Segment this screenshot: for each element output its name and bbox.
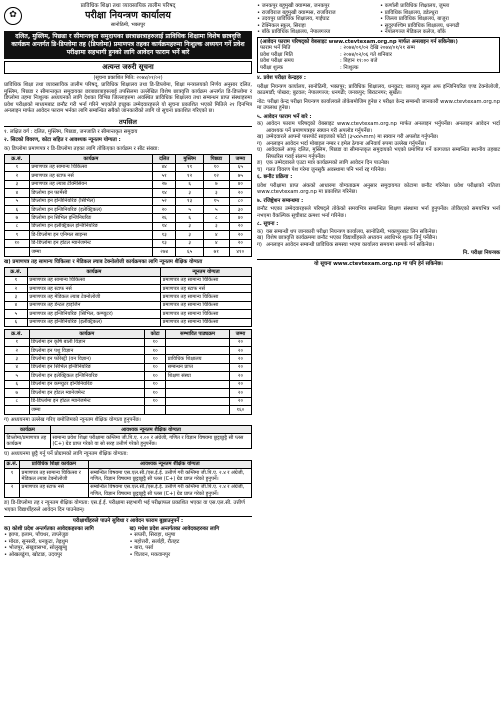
table-cell: शिक्षण संस्था — [166, 372, 230, 380]
table-cell: ७१ — [203, 248, 229, 256]
column-header: जम्मा — [229, 155, 251, 163]
item-text: अनलाइन आवेदन सम्बन्धी प्राविधिक समस्या भएमा कार्यालय समयमा सम्पर्क गर्न सकिनेछ। — [266, 241, 435, 248]
table-cell: जम्मा — [29, 248, 152, 256]
table-cell: ७ — [5, 214, 30, 222]
instructions-heading: ५. आवेदन फाराम भर्ने बारे : — [257, 113, 312, 120]
table-row — [5, 214, 252, 222]
table-cell: डि-डिप्लोमा इन एनिमल साइन्स — [29, 231, 152, 239]
seat-table — [4, 154, 252, 256]
list-item: • भोजपुर, संखुवासभा, सोलुखुम्बु — [4, 545, 67, 552]
table-cell: डिप्लोमा/प्रमाणपत्र तह कार्यक्रम — [5, 434, 51, 449]
table-cell — [166, 380, 230, 388]
table-cell: ३ — [5, 355, 30, 363]
other-list — [257, 229, 500, 249]
table-cell: डिप्लोमा इन इन्जिनियरिङ (इलेक्ट्रिकल) — [29, 205, 152, 213]
table-cell: डिप्लोमा इन पशु विज्ञान — [29, 347, 144, 355]
item-number: क) — [257, 228, 264, 235]
column-header: क्र.सं. — [6, 461, 18, 468]
table-cell: ३ — [203, 189, 229, 197]
table-cell: प्रमाणपत्र तह सामान्य चिकित्सा — [29, 163, 152, 171]
list-item: • महोत्तरी, सर्लाही, रौतहट — [129, 538, 180, 545]
column-header: कार्यक्रम — [27, 268, 160, 276]
table-cell: सम्बन्धित विषयमा एस.एल.सी./एस.ई.ई. उत्तीर्ण गरी कम्तिमा जी.पि.ए. २.४ र अंग्रेजी, गणित, विज्ञान विषयमा छुट्टाछुट्टै सी प्लस (C+) ग्रेड प्राप्त गरेको हुनुपर्ने। — [88, 483, 251, 498]
table-row — [5, 231, 252, 239]
signature: नि. परीक्षा नियन्त्रक — [462, 250, 500, 256]
table-row — [5, 397, 252, 405]
table-cell: ४० — [229, 180, 251, 188]
ctevt-emblem-icon: ✿ — [4, 7, 22, 25]
column-header: क्र.सं. — [5, 330, 30, 338]
column-header: कार्यक्रम — [29, 155, 152, 163]
table-cell: डिप्लोमा इन होटल म्यानेजमेन्ट — [29, 389, 144, 397]
item-number: घ) — [257, 147, 263, 153]
table-row — [5, 372, 252, 380]
table-cell: प्रमाणपत्र तह सामान्य चिकित्सा — [161, 310, 252, 318]
list-item: • झापा, इलाम, पाँचथर, ताप्लेजुङ — [4, 532, 69, 539]
table-cell: डिप्लोमा इन सिभिल इन्जिनियरिङ — [29, 363, 144, 371]
office-title: परीक्षा नियन्त्रण कार्यालय — [85, 9, 171, 21]
table-row — [5, 338, 252, 346]
table-cell: ५२ — [152, 197, 175, 205]
table-cell: ६५ — [229, 163, 251, 171]
table-cell: डिप्लोमा इन फोरेस्ट्री (वन विज्ञान) — [29, 355, 144, 363]
item-text: आवेदन फाराम परिषद्‌को वेबसाइट www.ctevtexam.org.np मार्फत अनलाइन भर्नुपर्नेछ। अनलाइन आवेदन भर्दा आवश्यक पर्ने प्रमाणपत्रहरु स्क्यान गरी अपलोड गर्नुपर्नेछ। — [266, 121, 500, 134]
table-cell: ११ — [176, 163, 203, 171]
table-row — [5, 380, 252, 388]
table-cell: २ — [5, 347, 30, 355]
table-cell: डिप्लोमा इन इलेक्ट्रिकल इन्जिनियरिङ — [29, 222, 152, 230]
table-cell: २० — [229, 189, 251, 197]
table-cell: ७ — [5, 389, 30, 397]
exam-centres-title: ४. प्रवेश परीक्षा केन्द्रहरु : — [257, 75, 307, 81]
list-item: • प्राविधिक शिक्षालय, डडेल्धुरा — [380, 9, 438, 16]
table-row — [5, 239, 252, 247]
table-cell: २ — [5, 483, 20, 498]
table-cell: १० — [145, 372, 166, 380]
table-cell: प्रमाणपत्र तह सामान्य चिकित्सा — [161, 276, 252, 284]
table-cell: डिप्लोमा इन इन्जिनियरिङ (सिभिल) — [29, 197, 152, 205]
table-cell: ६ — [5, 205, 30, 213]
online-row-value: : बिहान ११:०० बजे — [340, 58, 378, 64]
column-header: क्र.सं. — [5, 155, 30, 163]
table-cell: ५ — [203, 205, 229, 213]
item-number: ङ) — [257, 160, 263, 166]
office-location: सानोठिमी, भक्तपुर — [110, 21, 146, 28]
table-cell: २० — [229, 347, 251, 355]
list-item: • कर्णाली प्राविधिक शिक्षालय, जुम्ला — [380, 3, 450, 9]
table-row — [5, 406, 252, 414]
online-heading: (आवेदन फाराम परिषद्‌को वेबसाइट www.ctevtexam.org.np मार्फत अनलाइन गर्न सकिनेछ।) — [260, 38, 458, 45]
table-cell: २० — [229, 389, 251, 397]
table-cell: डि-डिप्लोमा इन होटल म्यानेजमेन्ट — [29, 239, 152, 247]
table-cell: डिप्लोमा इन फार्मेसी — [29, 189, 152, 197]
table-cell: २ — [5, 172, 30, 180]
table-header-row — [5, 426, 252, 434]
list-item: • नेपालगञ्ज मेडिकल कलेज, बाँके — [380, 29, 446, 35]
table-cell — [166, 347, 230, 355]
table-cell — [145, 406, 166, 414]
table-row — [5, 363, 252, 371]
table-cell: सम्बन्धित विषयमा एस.एल.सी./एस.ई.ई. उत्तीर्ण गरी कम्तिमा जी.पि.ए. २.४ र अंग्रेजी, गणित, विज्ञान विषयमा छुट्टाछुट्टै सी प्लस (C+) ग्रेड प्राप्त गरेको हुनुपर्ने। — [88, 469, 251, 484]
table-cell: ३ — [176, 239, 203, 247]
table-cell: २ — [5, 284, 28, 292]
item-number: ग) — [257, 241, 262, 248]
table-cell: ४ — [5, 301, 28, 309]
column-header: आवश्यक न्यूनतम शैक्षिक योग्यता — [50, 426, 251, 434]
table-cell: ३० — [229, 205, 251, 213]
exam-centres-note: नोट: परीक्षा केन्द्र परीक्षा नियन्त्रण कार्यालयले तोकेबमोजिम हुनेछ र परीक्षा केन्द्र सम्बन्धी जानकारी www.ctevtexam.org.np मा उपलब्ध हुनेछ। — [257, 98, 500, 111]
table-cell: ५ — [5, 197, 30, 205]
item-number: च) — [257, 166, 263, 173]
item-number: ख) — [257, 235, 264, 241]
table-cell: प्रमाणपत्र तह स्टाफ नर्स — [20, 483, 89, 498]
table-cell: प्रमाणपत्र तह सामान्य चिकित्सा — [161, 293, 252, 301]
registration-text: छनौट भएका उम्मेदवारहरुले परिषद्‌ले तोकेको समयभित्र सम्बन्धित शिक्षण संस्थामा भर्ना हुनुपर्नेछ। तोकिएको समयभित्र भर्ना नभएमा वैकल्पिक सूचीबाट क्रमशः भर्ना गरिनेछ। — [257, 206, 500, 219]
seat-subhead: क) डिप्लोमा प्रमाणपत्र र डि-डिप्लोमा तहका लागि तोकिएका कार्यक्रम र सीट संख्या: — [4, 145, 160, 152]
table-row — [5, 434, 252, 449]
min-qualification-table — [4, 425, 252, 449]
table-row — [5, 189, 252, 197]
list-item: • बाँके प्राविधिक शिक्षालय, नेपालगञ्ज — [257, 29, 331, 35]
column-header: मुस्लिम — [176, 155, 203, 163]
table-cell: डिप्लोमा इन कृषि बाली विज्ञान — [29, 338, 144, 346]
table-cell: ४ — [5, 363, 30, 371]
table-cell: १० — [145, 338, 166, 346]
online-application-box — [257, 37, 500, 74]
table-cell: २७ — [152, 180, 175, 188]
table-row — [5, 318, 252, 326]
table-cell — [166, 338, 230, 346]
list-item: • मोरङ, सुनसरी, धनकुटा, तेह्रथुम — [4, 538, 68, 545]
table-cell: २० — [152, 205, 175, 213]
list-item: • चितवन, मकवानपुर — [129, 551, 171, 558]
list-item: • जनकपुर बहुमुखी क्याम्पस, जनकपुर — [257, 3, 330, 9]
table-cell: ४ — [203, 231, 229, 239]
item-text: विशेष छात्रवृत्ति कार्यक्रममा छनौट भएका विद्यार्थीहरुले अध्ययन अवधिभर शुल्क तिर्नु पर्नेछैन। — [266, 235, 438, 241]
table-cell: २० — [229, 372, 251, 380]
item-number: ग) — [257, 140, 262, 147]
column-header: प्राविधिक शिक्षा कार्यक्रम — [20, 460, 89, 468]
headline-banner: दलित, मुस्लिम, पिछडा र सीमान्तकृत समुदायका छात्राछात्राहरुलाई प्राविधिक शिक्षामा विशेष छात्रवृत्ति कार्यक्रम अन्तर्गत डि-डिप्लोमा तह (डिप्लोमा) प्रमाणपत्र तहका कार्यक्रमहरुमा निःशुल्क अध्ययन गर्ने प्रवेश परीक्षामा सहभागी हुनको लागि आवेदन फाराम भर्ने बारे — [4, 31, 252, 59]
district-list-2 — [130, 532, 253, 558]
table-cell: ५ — [5, 372, 30, 380]
other-heading: ८. सूचना : — [257, 221, 279, 227]
table-cell: २० — [229, 231, 251, 239]
table-cell: ८ — [203, 214, 229, 222]
item-text: एक उम्मेदवारले एउटा मात्र कार्यक्रमको लागि आवेदन दिन पाउनेछ। — [266, 160, 390, 166]
table-cell: प्रमाणपत्र तह सामान्य चिकित्सा र मेडिकल ल्याब टेक्नोलोजी — [20, 469, 89, 484]
table-cell: १२ — [176, 172, 203, 180]
item-number: क) — [257, 121, 264, 127]
table-cell: सामान्य प्रवेश शिक्षा परीक्षामा कम्तिमा जी.पि.ए. २.०० र अंग्रेजी, गणित र विज्ञान विषयमा छुट्टाछुट्टै सी प्लस (C+) ग्रेड प्राप्त गरेको वा सो सरह उत्तीर्ण गरेको हुनुपर्नेछ। — [50, 434, 251, 449]
table-cell: १३ — [176, 197, 203, 205]
district-lists — [4, 525, 252, 559]
table-cell: प्रमाणपत्र तह सामान्य चिकित्सा — [161, 318, 252, 326]
item-text: गलत विवरण पेश गरेमा जुनसुकै अवस्थामा पनि भर्ना रद्द गरिनेछ। — [266, 166, 386, 173]
table-cell: १५ — [203, 197, 229, 205]
masthead — [4, 3, 252, 29]
table-cell — [166, 397, 230, 405]
table-cell: ६ — [5, 318, 28, 326]
table-cell: २६ — [152, 214, 175, 222]
table-cell: डि-डिप्लोमा इन होटल म्यानेजमेन्ट — [29, 397, 144, 405]
table-cell: जम्मा — [29, 406, 144, 414]
table-cell: १ — [5, 338, 30, 346]
list-item: • सप्तरी, सिराहा, धनुषा — [129, 532, 176, 539]
tapasil-heading: तपसिल — [4, 118, 252, 127]
table-cell: ३ — [203, 222, 229, 230]
table-cell: प्रमाणपत्र तह इन्जिनियरिङ (इलेक्ट्रिकल) — [27, 318, 160, 326]
table-cell: १० — [145, 389, 166, 397]
qualification-subhead: ख) प्रमाणपत्र तह सामान्य चिकित्सा र मेडिकल ल्याब टेक्नोलोजी कार्यक्रमका लागि न्यूनतम शैक्षिक योग्यता — [4, 258, 203, 265]
table-cell: प्रमाणपत्र तह सामान्य चिकित्सा — [161, 301, 252, 309]
notice-date: (सूचना प्रकाशित मिति: २०७४/०१/०२) — [93, 74, 163, 81]
table-cell: १० — [145, 397, 166, 405]
online-row-label: परीक्षा शुल्क — [260, 64, 283, 71]
table-cell: २० — [229, 397, 251, 405]
table-cell: १३ — [152, 231, 175, 239]
institution-list-left — [257, 3, 377, 36]
table-cell: १० — [145, 380, 166, 388]
table-cell — [166, 389, 230, 397]
table-cell: ४४ — [152, 163, 175, 171]
health-qualification-note: घ) अध्ययनमा छुट्टै गर्नु पर्ने प्रोग्रामको लागि न्यूनतम शैक्षिक योग्यता: — [4, 451, 129, 458]
column-header: जम्मा — [229, 330, 251, 338]
table-cell: ८ — [5, 397, 30, 405]
table-row — [5, 197, 252, 205]
left-column — [4, 3, 252, 717]
table-cell: प्रमाणपत्र तह मेडिकल ल्याब टेक्नोलोजी — [27, 293, 160, 301]
online-row-label: प्रवेश परीक्षा समय — [260, 58, 294, 64]
list-item: • बारा, पर्सा — [129, 545, 154, 552]
table-cell — [5, 248, 30, 256]
table-cell: १० — [145, 355, 166, 363]
table-cell: ८० — [229, 197, 251, 205]
table-row — [5, 163, 252, 171]
ddiploma-note: ङ) डि-डिप्लोमा तह र न्यूनतम शैक्षिक योग्यता: एस.ई.ई. परीक्षामा सहभागी भई परीक्षाफल प्रकाशित भएका वा एस.एल.सी. उत्तीर्ण भएका विद्यार्थीहरुले आवेदन दिन पाउनेछन्। — [4, 500, 245, 513]
column-header: दलित — [152, 155, 175, 163]
table-cell — [5, 406, 30, 414]
item-text: अनलाइन आवेदन भर्दा मोबाइल नम्बर र इमेल ठेगाना अनिवार्य रुपमा उल्लेख गर्नुपर्नेछ। — [266, 140, 427, 147]
online-row-label: फाराम भर्ने मिति — [260, 45, 291, 51]
table-cell: ४ — [203, 239, 229, 247]
table-cell — [166, 406, 230, 414]
district-list-1-title: क) कोशी प्रदेश अन्तर्गतका आवेदकहरुका लागि — [4, 525, 94, 532]
table-cell: ७५ — [229, 172, 251, 180]
health-qualification-table — [4, 460, 252, 499]
table-row — [5, 205, 252, 213]
table-header-row — [5, 155, 252, 163]
table-row — [5, 222, 252, 230]
qualification-note: ग) अध्ययनमा उल्लेख गरिए बमोजिमको न्यूनतम शैक्षिक योग्यता हुनुपर्नेछ। — [4, 416, 141, 423]
list-item: • टेक्निकल स्कूल, सिराहा — [257, 22, 306, 29]
item-number: ख) — [257, 134, 264, 140]
table-cell: ६ — [5, 380, 30, 388]
table-cell: प्रमाणपत्र तह डेन्टल हाइजिन — [27, 301, 160, 309]
table-cell: ३ — [176, 231, 203, 239]
table-cell: डिप्लोमा इन इलेक्ट्रिकल इन्जिनियरिङ — [29, 372, 144, 380]
notice-title: अत्यन्त जरुरी सूचना — [4, 61, 252, 74]
table-cell: २० — [229, 338, 251, 346]
table-cell: १४ — [152, 189, 175, 197]
list-item: • जिल्ला प्राविधिक शिक्षालय, बाजुरा — [380, 16, 449, 22]
table-cell: २० — [229, 380, 251, 388]
table-cell: १० — [145, 363, 166, 371]
qualification-table — [4, 267, 252, 327]
table-cell: ७ — [203, 180, 229, 188]
table-row — [5, 248, 252, 256]
table-cell: ४१० — [229, 248, 251, 256]
table-cell: सम्बन्धन प्राप्त — [166, 363, 230, 371]
table-cell: २७४ — [152, 248, 175, 256]
table-header-row — [5, 460, 252, 468]
table-cell: १६० — [229, 406, 251, 414]
submission-heading: परीक्षार्थीहरुले पाउने सुविधा र आवेदन फाराम बुझाउनुपर्ने : — [4, 516, 252, 525]
column-header: कोटा — [145, 330, 166, 338]
intro-paragraph: प्राविधिक शिक्षा तथा व्यावसायिक तालीम परिषद्, प्राविधिक शिक्षालय तथा डि-डिप्लोमा, शिक्षा मन्त्रालयको निर्णय अनुसार दलित, मुस्लिम, पिछडा र सीमान्तकृत समुदायका छात्राछात्राहरुलाई तपसिलमा उल्लेखित विशेष छात्रवृत्ति कार्यक्रम अन्तर्गत डि-डिप्लोमा र डिप्लोमा तहमा निःशुल्क अध्ययनको लागि देशका विभिन्न जिल्लाहरुमा अवस्थित प्राविधिक शिक्षालय तथा सम्बन्धन प्राप्त संस्थाहरुमा प्रवेश परीक्षाको माध्यमबाट छनौट गरी भर्ना गरिने भएकोले इच्छुक उम्मेदवारहरुले यो सूचना प्रकाशित भएको मितिले २१ दिनभित्र अनलाइन मार्फत आवेदन फाराम भर्नका लागि सम्बन्धित सबैको जानकारीको लागि यो सूचना प्रकाशित गरिएको छ। — [4, 82, 252, 115]
table-cell: ५ — [5, 310, 28, 318]
online-row-value: : २०७४/०२/०६ गते शनिबार — [340, 51, 392, 58]
online-row-value: : निःशुल्क — [340, 64, 359, 71]
table-cell: ५ — [176, 205, 203, 213]
column-header: क्र.सं. — [5, 268, 28, 276]
selection-text: प्रवेश परीक्षामा प्राप्त अंकको आधारमा योग्यताक्रम अनुसार समुदायगत कोटामा छनौट गरिनेछ। प्रवेश परीक्षाको नतिजा www.ctevtexam.org.np मा प्रकाशित गरिनेछ। — [257, 182, 500, 195]
table-cell: ३ — [5, 293, 28, 301]
table-row — [5, 310, 252, 318]
table-row — [5, 276, 252, 284]
table-row — [5, 469, 252, 484]
table-cell: ३ — [176, 189, 203, 197]
list-item: • राजविराज बहुमुखी क्याम्पस, राजविराज — [257, 9, 336, 16]
table-cell: २० — [229, 363, 251, 371]
table-cell: प्रमाणपत्र तह स्टाफ नर्स — [27, 284, 160, 292]
right-column — [257, 3, 500, 717]
table-cell: १० — [145, 347, 166, 355]
table-cell: १ — [5, 469, 20, 484]
table-cell: २० — [229, 355, 251, 363]
item-text: आवेदकले आफू दलित, मुस्लिम, पिछडा वा सीमान्तकृत समुदायको भएको प्रमाणित गर्ने कागजात सम्बन्धित स्थानीय तहबाट सिफारिस गराई संलग्न गर्नुपर्नेछ। — [266, 147, 500, 160]
table-cell: १ — [5, 163, 30, 171]
list-item: • ओखलढुंगा, खोटाङ, उदयपुर — [4, 551, 63, 558]
table-row — [5, 172, 252, 180]
table-row — [5, 293, 252, 301]
table-cell: प्रमाणपत्र तह स्टाफ नर्स — [161, 284, 252, 292]
table-cell: १२ — [203, 172, 229, 180]
table-cell: प्रमाणपत्र तह ल्याब टेक्निसियन — [29, 180, 152, 188]
table-cell: १० — [203, 163, 229, 171]
table-cell: ९ — [5, 231, 30, 239]
table-cell: ३ — [176, 222, 203, 230]
table-cell: ४० — [229, 214, 251, 222]
table-cell: प्रमाणपत्र तह इन्जिनियरिङ (सिभिल, कम्प्युटर) — [27, 310, 160, 318]
table-row — [5, 389, 252, 397]
instructions-list — [257, 121, 500, 173]
table-row — [5, 180, 252, 188]
table-cell: प्रमाणपत्र तह स्टाफ नर्स — [29, 172, 152, 180]
online-row-label: प्रवेश परीक्षा मिति — [260, 51, 293, 58]
numbered-item — [257, 121, 500, 134]
table-row — [5, 284, 252, 292]
table-row — [5, 355, 252, 363]
numbered-item — [257, 147, 500, 160]
column-header: कार्यक्रम — [5, 426, 51, 434]
table-cell: ५१ — [152, 172, 175, 180]
item-text: यस सम्बन्धी थप जानकारी परीक्षा नियन्त्रण कार्यालय, सानोठिमी, भक्तपुरबाट लिन सकिनेछ। — [266, 228, 438, 235]
online-row-value: : २०७४/०१/०२ देखि २०७४/०१/२१ सम्म — [340, 45, 415, 51]
exam-centres: परीक्षा नियन्त्रण कार्यालय, सानोठिमी, भक्तपुर; प्राविधिक शिक्षालय, धनकुटा; बालाजु स्कूल अफ इन्जिनियरिङ एण्ड टेक्नोलोजी, काठमाडौं; पोखरा; बुटवल; नेपालगञ्ज; धनगढी; जनकपुर; बिराटनगर; सुर्खेत। — [257, 83, 500, 96]
table-header-row — [5, 268, 252, 276]
table-cell: प्राविधिक शिक्षालय — [166, 355, 230, 363]
column-header: न्यूनतम योग्यता — [161, 268, 252, 276]
column-header: सम्भावित पाठ्यक्रम — [166, 330, 230, 338]
table-cell: ६ — [176, 214, 203, 222]
list-item: • सुदूरपश्चिम प्राविधिक शिक्षालय, धनगढी — [380, 22, 460, 29]
table-cell: ८ — [5, 222, 30, 230]
program-quota-table — [4, 329, 252, 414]
table-cell: ६ — [176, 180, 203, 188]
item-text: उम्मेदवारले आफ्नो पासपोर्ट साइजको फोटो (३५x४५mm) मा स्क्यान गरी अपलोड गर्नुपर्नेछ। — [266, 134, 439, 140]
district-list-1 — [4, 532, 127, 558]
registration-heading: ७. रजिष्ट्रेशन सम्बन्धमा : — [257, 197, 304, 204]
table-cell: ६५ — [176, 248, 203, 256]
table-cell: १० — [5, 239, 30, 247]
numbered-item — [257, 242, 500, 249]
numbered-item — [257, 167, 500, 174]
table-header-row — [5, 330, 252, 338]
institution-list-right — [380, 3, 500, 36]
online-row — [260, 65, 497, 72]
district-list-2-title: ख) मधेश प्रदेश अन्तर्गतका आवेदकहरुका लागि — [129, 525, 220, 532]
table-cell: डिप्लोमा इन कम्प्युटर इन्जिनियरिङ — [29, 380, 144, 388]
table-cell: १ — [5, 276, 28, 284]
table-cell: २० — [229, 222, 251, 230]
table-row — [5, 301, 252, 309]
website-footer: यो सूचना www.ctevtexam.org.np मा पनि हेर्न सकिनेछ। — [257, 259, 500, 268]
column-header: आवश्यक न्यूनतम शैक्षिक योग्यता — [88, 460, 251, 468]
table-row — [5, 483, 252, 498]
org-subtitle: प्राविधिक शिक्षा तथा व्यावसायिक तालीम परिषद् — [80, 3, 176, 9]
table-cell: प्रमाणपत्र तह सामान्य चिकित्सा — [27, 276, 160, 284]
seat-details-title: २. सिटको विवरण, कोटा सहित र आवश्यक न्यूनतम योग्यता : — [4, 137, 121, 144]
table-cell: १४ — [152, 222, 175, 230]
column-header: कार्यक्रम — [29, 330, 144, 338]
table-cell: ३ — [5, 180, 30, 188]
institution-lists — [257, 3, 500, 36]
table-cell: ४ — [5, 189, 30, 197]
table-cell: २० — [229, 239, 251, 247]
table-row — [5, 347, 252, 355]
target-group: १. लक्षित वर्ग : दलित, मुस्लिम, पिछडा, जनजाति र सीमान्तकृत समुदाय — [4, 128, 138, 135]
column-header: पिछडा — [203, 155, 229, 163]
selection-heading: ६. छनौट प्रक्रिया : — [257, 174, 293, 180]
table-cell: १३ — [152, 239, 175, 247]
table-cell: डिप्लोमा इन सिभिल इन्जिनियरिङ — [29, 214, 152, 222]
list-item: • उदयपुर प्राविधिक शिक्षालय, गाईघाट — [257, 16, 330, 22]
